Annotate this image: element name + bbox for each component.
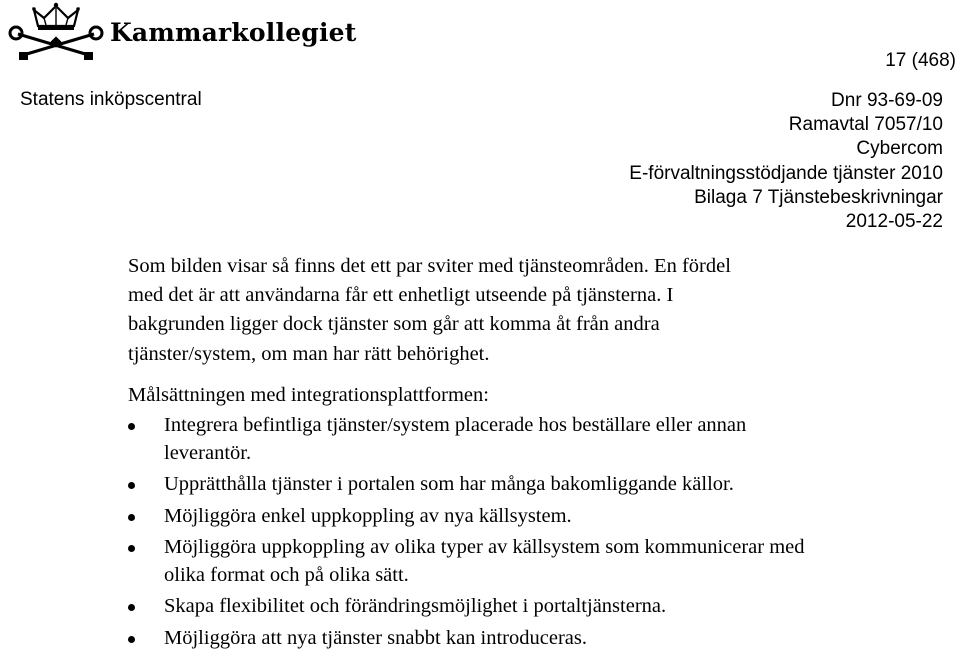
- list-item: [128, 412, 838, 468]
- list-item: [128, 593, 838, 621]
- intro-paragraph: [128, 252, 828, 369]
- intro-line: Som bilden visar så finns det ett par sviter med tjänsteområden. En fördel: [128, 255, 731, 277]
- intro-line: bakgrunden ligger dock tjänster som går att komma åt från andra: [128, 313, 660, 336]
- bullet-text: Skapa flexibilitet och förändringsmöjlighet i portaltjänsterna.: [164, 595, 667, 618]
- bullet-text: Upprätthålla tjänster i portalen som har många bakomliggande källor.: [164, 473, 734, 496]
- kammarkollegiet-crown-keys-logo: [8, 2, 104, 64]
- meta-date: 2012-05-22: [845, 211, 943, 233]
- list-item: [128, 625, 838, 653]
- list-item: [128, 503, 838, 531]
- bullet-text: Integrera befintliga tjänster/system placerade hos beställare eller annan leverantör.: [164, 414, 747, 464]
- list-item: [128, 534, 838, 590]
- page-number: 17 (468): [885, 50, 956, 71]
- bullet-icon: [128, 545, 135, 552]
- meta-supplier: Cybercom: [856, 138, 943, 160]
- intro-line: tjänster/system, om man har rätt behörighet.: [128, 342, 490, 365]
- bullet-icon: [128, 636, 135, 643]
- bullet-icon: [128, 423, 135, 430]
- bullet-icon: [128, 514, 135, 521]
- meta-appendix: Bilaga 7 Tjänstebeskrivningar: [694, 186, 943, 208]
- bullet-icon: [128, 482, 135, 489]
- bullet-icon: [128, 604, 135, 611]
- bullet-text: Möjliggöra att nya tjänster snabbt kan introduceras.: [164, 626, 587, 649]
- bullet-text: Möjliggöra uppkoppling av olika typer av källsystem som kommunicerar med olika format och på olika sätt.: [164, 535, 805, 586]
- list-item: [128, 471, 838, 499]
- meta-diary-number: Dnr 93-69-09: [831, 90, 943, 111]
- logo-wordmark: Kammarkollegiet: [110, 18, 357, 47]
- goal-bullet-list: [128, 412, 838, 656]
- meta-framework-agreement: Ramavtal 7057/10: [788, 114, 943, 136]
- document-metadata: [629, 89, 943, 234]
- meta-agreement-area: E-förvaltningsstödjande tjänster 2010: [629, 162, 943, 184]
- intro-line: med det är att användarna får ett enhetligt utseende på tjänsterna. I: [128, 284, 674, 307]
- organization-name: Statens inköpscentral: [20, 89, 202, 110]
- bullet-text: Möjliggöra enkel uppkoppling av nya källsystem.: [164, 504, 572, 527]
- goal-heading: Målsättningen med integrationsplattformen:: [128, 384, 489, 406]
